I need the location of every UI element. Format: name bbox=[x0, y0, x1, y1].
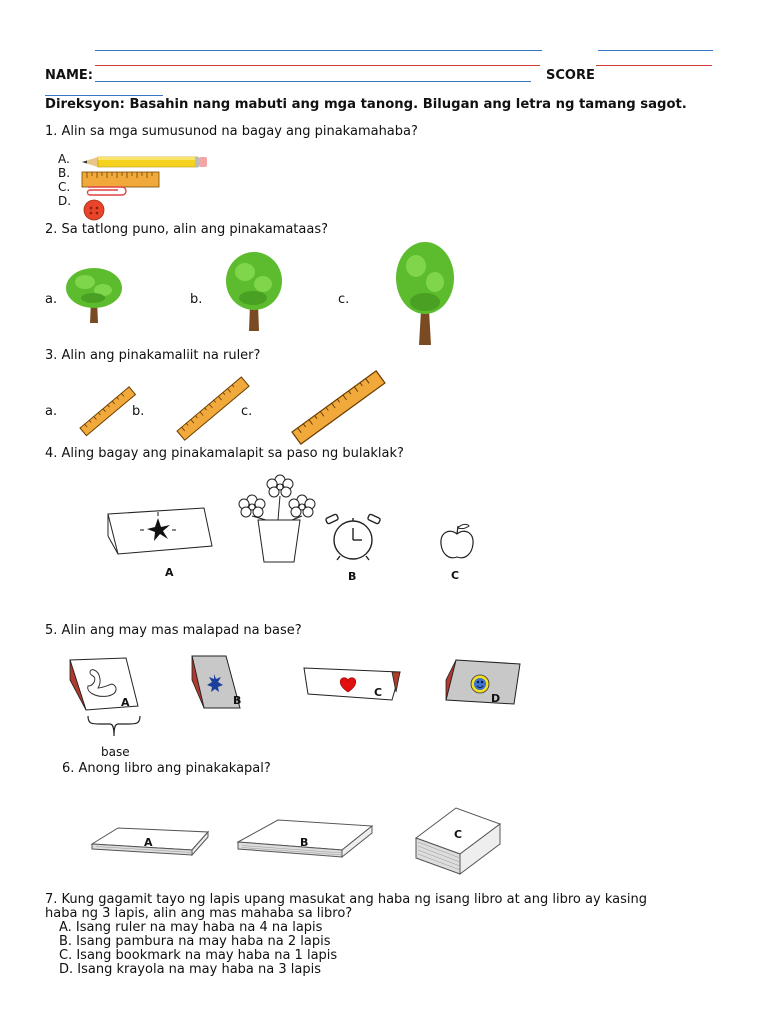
label-a-q4 bbox=[165, 564, 179, 580]
score-line bbox=[45, 95, 163, 96]
ruler-medium-icon bbox=[172, 378, 242, 438]
pencil-icon bbox=[82, 155, 208, 169]
base-label: base bbox=[101, 745, 130, 759]
q2-option-b[interactable]: b. bbox=[190, 292, 203, 307]
apple-icon bbox=[438, 522, 476, 562]
q6-label-c: C bbox=[454, 828, 463, 841]
q7-question-line1: 7. Kung gagamit tayo ng lapis upang masukat ang haba ng isang libro at ang libro ay kasing bbox=[45, 892, 647, 907]
base-bracket-icon bbox=[86, 714, 142, 740]
card-flower-icon bbox=[188, 654, 254, 712]
name-line bbox=[95, 81, 531, 82]
q5-label-b: B bbox=[233, 694, 242, 707]
q6-label-b: B bbox=[300, 836, 309, 849]
header-line-blue-1 bbox=[95, 50, 542, 51]
q2-option-a[interactable]: a. bbox=[45, 292, 58, 307]
q4-label-c: C bbox=[451, 569, 460, 582]
q4-question: 4. Aling bagay ang pinakamalapit sa paso ng bulaklak? bbox=[45, 446, 404, 461]
q2-question: 2. Sa tatlong puno, alin ang pinakamataas? bbox=[45, 222, 329, 237]
q5-label-c: C bbox=[374, 686, 383, 699]
ruler-small-icon bbox=[76, 388, 130, 434]
header-line-red-2 bbox=[596, 65, 712, 66]
q1-option-b[interactable]: B. bbox=[58, 166, 71, 180]
q6-question: 6. Anong libro ang pinakakapal? bbox=[62, 761, 271, 776]
book-medium-icon bbox=[234, 816, 376, 860]
q1-question: 1. Alin sa mga sumusunod na bagay ang pinakamahaba? bbox=[45, 124, 418, 139]
q7-option-b[interactable]: B. Isang pambura na may haba na 2 lapis bbox=[59, 934, 331, 949]
direction-text: Direksyon: Basahin nang mabuti ang mga tanong. Bilugan ang letra ng tamang sagot. bbox=[45, 97, 687, 112]
score-label: SCORE bbox=[546, 68, 595, 83]
q7-option-d[interactable]: D. Isang krayola na may haba na 3 lapis bbox=[59, 962, 321, 977]
q4-label-b: B bbox=[348, 570, 357, 583]
q3-question: 3. Alin ang pinakamaliit na ruler? bbox=[45, 348, 261, 363]
q7-option-c[interactable]: C. Isang bookmark na may haba na 1 lapis bbox=[59, 948, 338, 963]
name-label: NAME: bbox=[45, 68, 93, 83]
q4-label-a: A bbox=[165, 566, 174, 579]
card-heart-icon bbox=[300, 664, 404, 704]
q1-option-a[interactable]: A. bbox=[58, 152, 70, 166]
q6-label-a: A bbox=[144, 836, 153, 849]
header-line-red-1 bbox=[95, 65, 540, 66]
q7-option-a[interactable]: A. Isang ruler na may haba na 4 na lapis bbox=[59, 920, 323, 935]
card-smiley-icon bbox=[442, 658, 524, 708]
tree-small-icon bbox=[65, 268, 123, 324]
paperclip-icon bbox=[82, 185, 130, 197]
ruler-large-icon bbox=[286, 366, 376, 440]
label-b-q4 bbox=[348, 568, 362, 584]
button-icon bbox=[83, 199, 105, 221]
q3-option-a[interactable]: a. bbox=[45, 404, 58, 419]
card-star-icon bbox=[104, 506, 214, 556]
q5-label-a: A bbox=[121, 696, 130, 709]
q7-question-line2: haba ng 3 lapis, alin ang mas mahaba sa libro? bbox=[45, 906, 353, 921]
tree-medium-icon bbox=[225, 252, 283, 332]
q1-option-c[interactable]: C. bbox=[58, 180, 71, 194]
q3-option-b[interactable]: b. bbox=[132, 404, 145, 419]
book-thin-icon bbox=[88, 826, 212, 858]
q3-option-c[interactable]: c. bbox=[241, 404, 253, 419]
label-c-q4 bbox=[451, 567, 465, 583]
q1-option-d[interactable]: D. bbox=[58, 194, 72, 208]
card-swan-icon bbox=[66, 656, 146, 714]
header-line-blue-2 bbox=[598, 50, 713, 51]
q5-label-d: D bbox=[491, 692, 501, 705]
flower-pot-icon bbox=[236, 470, 322, 564]
q5-question: 5. Alin ang may mas malapad na base? bbox=[45, 623, 302, 638]
tree-large-icon bbox=[395, 242, 455, 346]
q2-option-c[interactable]: c. bbox=[338, 292, 350, 307]
alarm-clock-icon bbox=[324, 512, 384, 562]
book-thick-icon bbox=[410, 806, 504, 878]
